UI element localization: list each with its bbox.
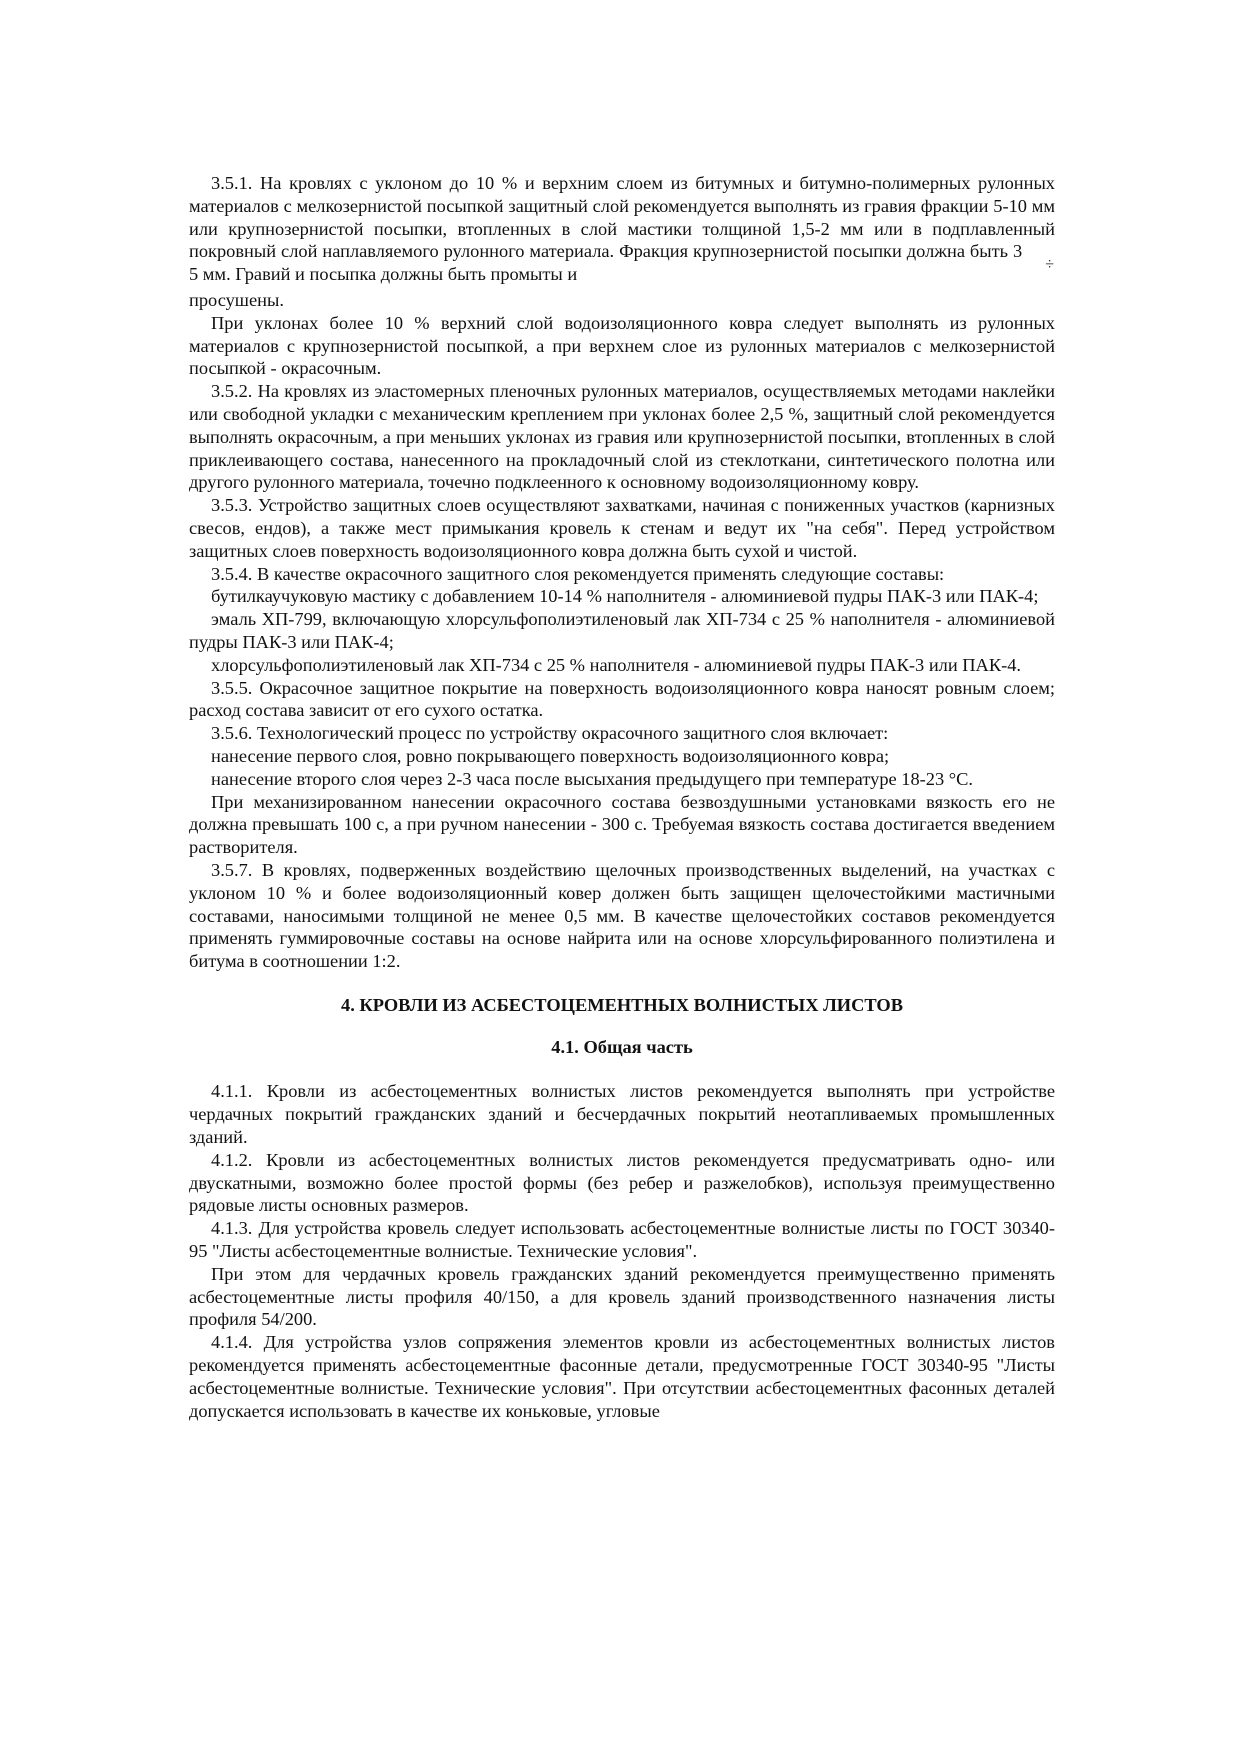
paragraph-profiles: При этом для чердачных кровель гражданских зданий рекомендуется преимущественно применять асбестоцементные листы профиля 40/150, а для кровель зданий производственного назначения листы профиля 54/200. [189, 1263, 1055, 1330]
paragraph-mechanized-application: При механизированном нанесении окрасочного состава безвоздушными установками вязкость его не должна превышать 100 с, а при ручном нанесении - 300 с. Требуемая вязкость состава достигается введением растворителя. [189, 791, 1055, 858]
paragraph-3-5-1-text: 3.5.1. На кровлях с уклоном до 10 % и верхним слоем из битумных и битумно-полимерных рулонных материалов с мелкозернистой посыпкой защитный слой рекомендуется выполнять из гравия фракции 5-10 мм или крупнозернистой посыпки, втопленных в слой мастики толщиной 1,5-2 мм или в подплавленный покровный слой наплавляемого рулонного материала. Фракция крупнозернистой посыпки должна быть 3 [189, 173, 1055, 262]
paragraph-3-5-4: 3.5.4. В качестве окрасочного защитного слоя рекомендуется применять следующие составы: [211, 563, 945, 584]
list-item-enamel-xp-799: эмаль ХП-799, включающую хлорсульфополиэтиленовый лак ХП-734 с 25 % наполнителя - алюминиевой пудры ПАК-3 или ПАК-4; [189, 609, 1055, 652]
paragraph-3-5-1-tail: просушены. [189, 289, 284, 310]
paragraph-3-5-6: 3.5.6. Технологический процесс по устройству окрасочного защитного слоя включает: [211, 723, 889, 744]
paragraph-3-5-5: 3.5.5. Окрасочное защитное покрытие на поверхность водоизоляционного ковра наносят ровным слоем; расход состава зависит от его сухого остатка. [189, 677, 1055, 721]
paragraph-4-1-3: 4.1.3. Для устройства кровель следует использовать асбестоцементные волнистые листы по ГОСТ 30340-95 "Листы асбестоцементные волнистые. Технические условия". [189, 1218, 1055, 1262]
list-item-first-layer: нанесение первого слоя, ровно покрывающего поверхность водоизоляционного ковра; [211, 745, 890, 766]
paragraph-3-5-1-text-cont: 5 мм. Гравий и посыпка должны быть промыты и [189, 264, 578, 285]
document-page [189, 172, 1055, 1422]
list-item-butyl-mastic: бутилкаучуковую мастику с добавлением 10-14 % наполнителя - алюминиевой пудры ПАК-3 или ПАК-4; [211, 586, 1039, 607]
paragraph-3-5-3: 3.5.3. Устройство защитных слоев осуществляют захватками, начиная с пониженных участков (карнизных свесов, ендов), а также мест примыкания кровель к стенам и ведут их "на себя". Перед устройством защитных слоев поверхность водоизоляционного ковра должна быть сухой и чистой. [189, 495, 1055, 561]
list-item-lacquer-xp-734: хлорсульфополиэтиленовый лак ХП-734 с 25 % наполнителя - алюминиевой пудры ПАК-3 или ПАК-4. [211, 654, 1022, 675]
paragraph-4-1-4: 4.1.4. Для устройства узлов сопряжения элементов кровли из асбестоцементных волнистых листов рекомендуется применять асбестоцементные фасонные детали, предусмотренные ГОСТ 30340-95 "Листы асбестоцементные волнистые. Технические условия". При отсутствии асбестоцементных фасонных деталей допускается использовать в качестве их коньковые, угловые [189, 1332, 1055, 1421]
list-item-second-layer: нанесение второго слоя через 2-3 часа после высыхания предыдущего при температуре 18-23 °С. [211, 768, 974, 789]
paragraph-3-5-7: 3.5.7. В кровлях, подверженных воздействию щелочных производственных выделений, на участках с уклоном 10 % и более водоизоляционный ковер должен быть защищен щелочестойкими мастичными составами, наносимыми толщиной не менее 0,5 мм. В качестве щелочестойких составов рекомендуется применять гуммировочные составы на основе найрита или на основе хлорсульфированного полиэтилена и битума в соотношении 1:2. [189, 859, 1055, 972]
paragraph-3-5-1 [189, 172, 1055, 286]
paragraph-4-1-1: 4.1.1. Кровли из асбестоцементных волнистых листов рекомендуется выполнять при устройстве чердачных покрытий гражданских зданий и бесчердачных покрытий неотапливаемых промышленных зданий. [189, 1081, 1055, 1148]
section-4-heading: 4. КРОВЛИ ИЗ АСБЕСТОЦЕМЕНТНЫХ ВОЛНИСТЫХ ЛИСТОВ [341, 994, 903, 1015]
section-4-1-heading: 4.1. Общая часть [551, 1036, 693, 1057]
paragraph-4-1-2: 4.1.2. Кровли из асбестоцементных волнистых листов рекомендуется предусматривать одно- или двускатными, возможно более простой формы (без ребер и разжелобков), используя преимущественно рядовые листы основных размеров. [189, 1149, 1055, 1216]
division-symbol: ÷ [1045, 256, 1054, 274]
paragraph-3-5-2: 3.5.2. На кровлях из эластомерных пленочных рулонных материалов, осуществляемых методами наклейки или свободной укладки с механическим креплением при уклонах более 2,5 %, защитный слой рекомендуется выполнять окрасочным, а при меньших уклонах из гравия или крупнозернистой посыпки, втопленных в слой приклеивающего состава, нанесенного на прокладочный слой из стеклоткани, синтетического полотна или другого рулонного материала, точечно подклеенного к основному водоизоляционному ковру. [189, 381, 1055, 493]
paragraph-slopes-over-10: При уклонах более 10 % верхний слой водоизоляционного ковра следует выполнять из рулонных материалов с крупнозернистой посыпкой, а при верхнем слое из рулонных материалов с мелкозернистой посыпкой - окрасочным. [189, 312, 1055, 379]
